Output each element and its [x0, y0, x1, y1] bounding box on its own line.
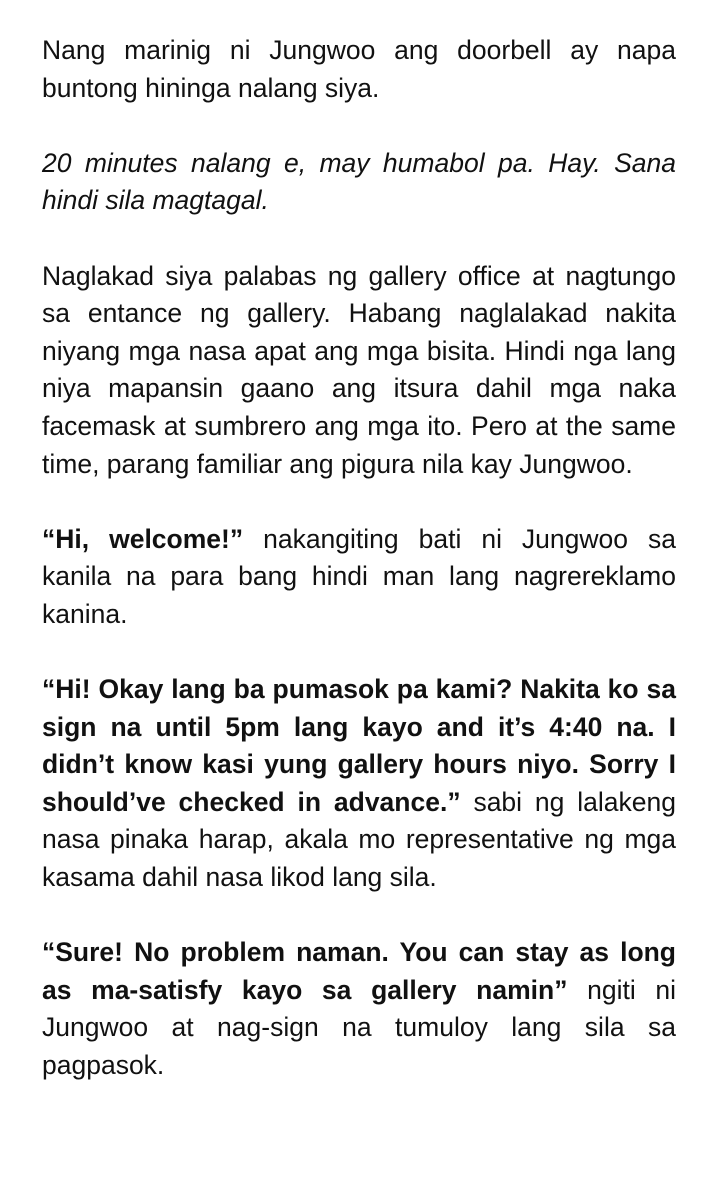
paragraph-reply [42, 934, 676, 1084]
paragraph-visitor-question [42, 671, 676, 897]
dialogue-text: “Hi! Okay lang ba pumasok pa kami? Nakita ko sa sign na until 5pm lang kayo and it’s 4:40 na. I didn’t know kasi yung gallery hours niyo. Sorry I should’ve checked in advance.” [42, 674, 676, 817]
paragraph-doorbell [42, 32, 676, 107]
paragraph-inner-thought [42, 145, 676, 220]
narration-text: Nang marinig ni Jungwoo ang doorbell ay napa buntong hininga nalang siya. [42, 35, 676, 103]
narration-text: sabi ng lalakeng nasa pinaka harap, akala mo representative ng mga kasama dahil nasa likod lang sila. [42, 786, 676, 893]
narration-text: Naglakad siya palabas ng gallery office at nagtungo sa entance ng gallery. Habang naglalakad nakita niyang mga nasa apat ang mga bisita. Hindi nga lang niya mapansin gaano ang itsura dahil mga naka facemask at sumbrero ang mga ito. Pero at the same time, parang familiar ang pigura nila kay Jungwoo. [42, 260, 676, 479]
dialogue-text: “Sure! No problem naman. You can stay as long as ma-satisfy kayo sa gallery namin” [42, 937, 676, 1005]
dialogue-text: “Hi, welcome!” [42, 523, 244, 554]
paragraph-welcome [42, 521, 676, 634]
paragraph-visitors [42, 258, 676, 484]
narration-text: nakangiting bati ni Jungwoo sa kanila na para bang hindi man lang nagrereklamo kanina. [42, 523, 676, 629]
narration-text: ngiti ni Jungwoo at nag-sign na tumuloy lang sila sa pagpasok. [42, 974, 677, 1081]
inner-thought-text: 20 minutes nalang e, may humabol pa. Hay. Sana hindi sila magtagal. [42, 147, 676, 216]
